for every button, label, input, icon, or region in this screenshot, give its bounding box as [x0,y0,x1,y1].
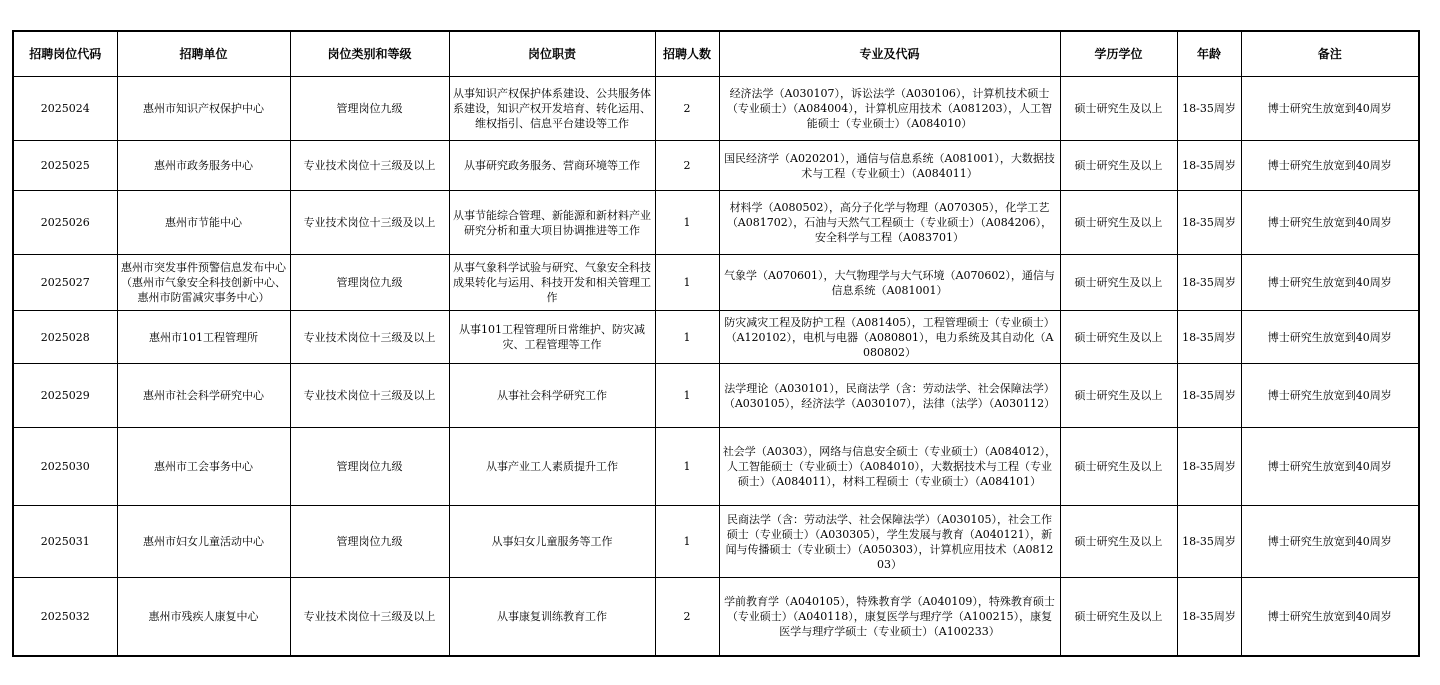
cell-degree: 硕士研究生及以上 [1060,428,1177,506]
table-row [13,191,1419,255]
cell-category: 管理岗位九级 [290,77,449,141]
cell-count: 1 [655,428,719,506]
cell-age: 18-35周岁 [1177,578,1241,656]
cell-age: 18-35周岁 [1177,77,1241,141]
cell-category: 管理岗位九级 [290,506,449,578]
cell-category: 专业技术岗位十三级及以上 [290,311,449,364]
cell-degree: 硕士研究生及以上 [1060,77,1177,141]
cell-age: 18-35周岁 [1177,141,1241,191]
cell-code: 2025026 [13,191,117,255]
cell-note: 博士研究生放宽到40周岁 [1241,191,1419,255]
cell-note: 博士研究生放宽到40周岁 [1241,578,1419,656]
cell-degree: 硕士研究生及以上 [1060,255,1177,311]
table-row [13,77,1419,141]
cell-category: 专业技术岗位十三级及以上 [290,578,449,656]
cell-major: 学前教育学（A040105），特殊教育学（A040109），特殊教育硕士（专业硕士）（A040118），康复医学与理疗学（A100215），康复医学与理疗学硕士（专业硕士）（A100233） [719,578,1060,656]
cell-code: 2025027 [13,255,117,311]
header-note: 备注 [1241,31,1419,77]
cell-category: 管理岗位九级 [290,428,449,506]
cell-code: 2025032 [13,578,117,656]
header-row [13,31,1419,77]
table-row [13,428,1419,506]
cell-major: 防灾减灾工程及防护工程（A081405），工程管理硕士（专业硕士）（A120102），电机与电器（A080801），电力系统及其自动化（A080802） [719,311,1060,364]
cell-major: 社会学（A0303），网络与信息安全硕士（专业硕士）（A084012），人工智能硕士（专业硕士）（A084010），大数据技术与工程（专业硕士）（A084011），材料工程硕士（专业硕士）（A084101） [719,428,1060,506]
cell-age: 18-35周岁 [1177,364,1241,428]
cell-note: 博士研究生放宽到40周岁 [1241,428,1419,506]
recruitment-table [12,30,1420,657]
header-unit: 招聘单位 [117,31,290,77]
cell-duty: 从事101工程管理所日常维护、防灾减灾、工程管理等工作 [449,311,655,364]
cell-duty: 从事产业工人素质提升工作 [449,428,655,506]
cell-age: 18-35周岁 [1177,428,1241,506]
cell-unit: 惠州市社会科学研究中心 [117,364,290,428]
cell-note: 博士研究生放宽到40周岁 [1241,311,1419,364]
cell-count: 1 [655,255,719,311]
cell-degree: 硕士研究生及以上 [1060,364,1177,428]
cell-note: 博士研究生放宽到40周岁 [1241,255,1419,311]
table-row [13,141,1419,191]
header-duty: 岗位职责 [449,31,655,77]
table-row [13,506,1419,578]
cell-note: 博士研究生放宽到40周岁 [1241,364,1419,428]
table-row [13,311,1419,364]
cell-degree: 硕士研究生及以上 [1060,311,1177,364]
table-row [13,255,1419,311]
cell-code: 2025031 [13,506,117,578]
cell-count: 2 [655,141,719,191]
cell-category: 专业技术岗位十三级及以上 [290,191,449,255]
cell-duty: 从事妇女儿童服务等工作 [449,506,655,578]
cell-category: 专业技术岗位十三级及以上 [290,141,449,191]
cell-major: 气象学（A070601），大气物理学与大气环境（A070602），通信与信息系统（A081001） [719,255,1060,311]
cell-major: 国民经济学（A020201），通信与信息系统（A081001），大数据技术与工程（专业硕士）（A084011） [719,141,1060,191]
cell-category: 管理岗位九级 [290,255,449,311]
cell-count: 1 [655,506,719,578]
cell-code: 2025030 [13,428,117,506]
cell-unit: 惠州市工会事务中心 [117,428,290,506]
cell-unit: 惠州市残疾人康复中心 [117,578,290,656]
header-age: 年龄 [1177,31,1241,77]
cell-code: 2025024 [13,77,117,141]
cell-count: 1 [655,191,719,255]
cell-count: 1 [655,364,719,428]
cell-major: 民商法学（含：劳动法学、社会保障法学）（A030105），社会工作硕士（专业硕士）（A030305），学生发展与教育（A040121），新闻与传播硕士（专业硕士）（A050303），计算机应用技术（A081203） [719,506,1060,578]
cell-unit: 惠州市知识产权保护中心 [117,77,290,141]
cell-degree: 硕士研究生及以上 [1060,578,1177,656]
cell-duty: 从事气象科学试验与研究、气象安全科技成果转化与运用、科技开发和相关管理工作 [449,255,655,311]
cell-count: 2 [655,77,719,141]
cell-unit: 惠州市突发事件预警信息发布中心（惠州市气象安全科技创新中心、惠州市防雷减灾事务中心） [117,255,290,311]
cell-major: 经济法学（A030107），诉讼法学（A030106），计算机技术硕士（专业硕士）（A084004），计算机应用技术（A081203），人工智能硕士（专业硕士）（A084010） [719,77,1060,141]
header-count: 招聘人数 [655,31,719,77]
header-code: 招聘岗位代码 [13,31,117,77]
cell-note: 博士研究生放宽到40周岁 [1241,141,1419,191]
cell-duty: 从事社会科学研究工作 [449,364,655,428]
header-major: 专业及代码 [719,31,1060,77]
cell-age: 18-35周岁 [1177,311,1241,364]
cell-note: 博士研究生放宽到40周岁 [1241,77,1419,141]
cell-unit: 惠州市妇女儿童活动中心 [117,506,290,578]
cell-note: 博士研究生放宽到40周岁 [1241,506,1419,578]
cell-count: 1 [655,311,719,364]
cell-major: 材料学（A080502），高分子化学与物理（A070305），化学工艺（A081702），石油与天然气工程硕士（专业硕士）（A084206），安全科学与工程（A083701） [719,191,1060,255]
header-category: 岗位类别和等级 [290,31,449,77]
cell-duty: 从事知识产权保护体系建设、公共服务体系建设，知识产权开发培育、转化运用、维权指引、信息平台建设等工作 [449,77,655,141]
cell-category: 专业技术岗位十三级及以上 [290,364,449,428]
cell-age: 18-35周岁 [1177,191,1241,255]
table-row [13,364,1419,428]
cell-duty: 从事研究政务服务、营商环境等工作 [449,141,655,191]
cell-age: 18-35周岁 [1177,506,1241,578]
cell-age: 18-35周岁 [1177,255,1241,311]
cell-degree: 硕士研究生及以上 [1060,141,1177,191]
cell-unit: 惠州市101工程管理所 [117,311,290,364]
cell-degree: 硕士研究生及以上 [1060,191,1177,255]
cell-count: 2 [655,578,719,656]
cell-degree: 硕士研究生及以上 [1060,506,1177,578]
header-degree: 学历学位 [1060,31,1177,77]
cell-duty: 从事节能综合管理、新能源和新材料产业研究分析和重大项目协调推进等工作 [449,191,655,255]
table-row [13,578,1419,656]
cell-code: 2025028 [13,311,117,364]
cell-major: 法学理论（A030101），民商法学（含：劳动法学、社会保障法学）（A030105），经济法学（A030107），法律（法学）（A030112） [719,364,1060,428]
cell-duty: 从事康复训练教育工作 [449,578,655,656]
cell-unit: 惠州市政务服务中心 [117,141,290,191]
cell-unit: 惠州市节能中心 [117,191,290,255]
cell-code: 2025029 [13,364,117,428]
cell-code: 2025025 [13,141,117,191]
